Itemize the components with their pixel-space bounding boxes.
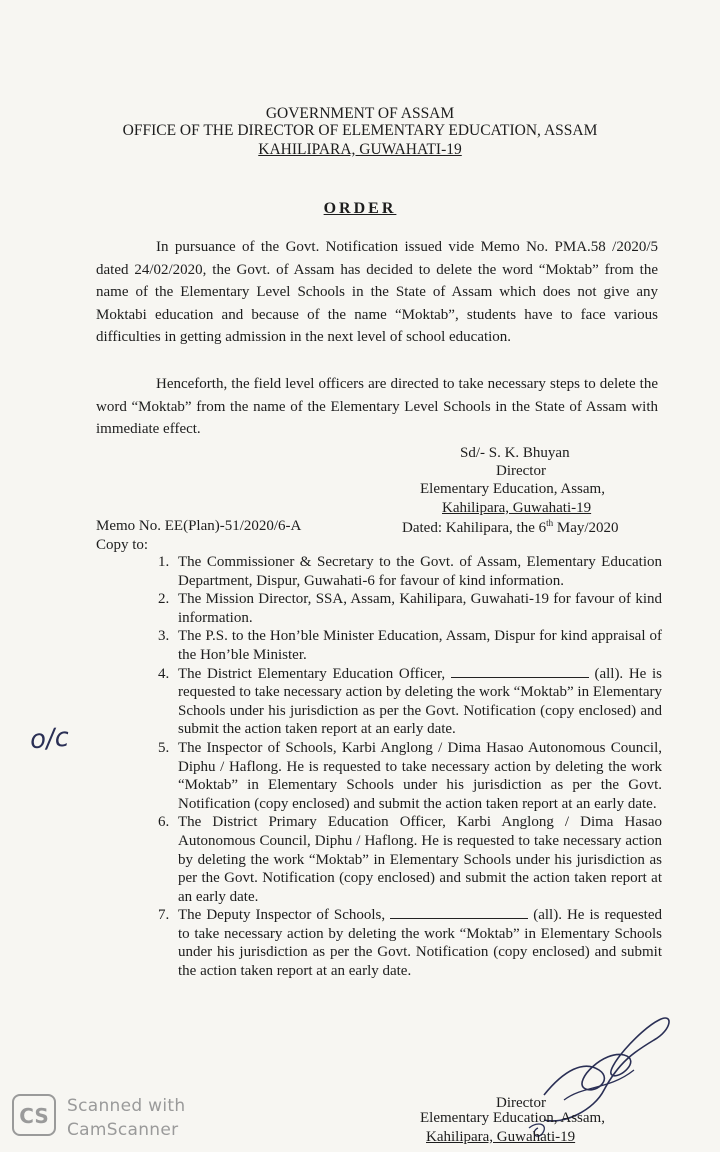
fill-blank bbox=[390, 906, 528, 919]
list-item bbox=[158, 553, 662, 590]
memo-date bbox=[402, 518, 619, 537]
bottom-place: Kahilipara, Guwahati-19 bbox=[426, 1129, 576, 1145]
list-number: 2. bbox=[158, 591, 170, 608]
handwritten-annotation: o/c bbox=[29, 722, 70, 756]
order-title: ORDER bbox=[323, 200, 397, 217]
list-item bbox=[158, 813, 662, 906]
list-text: The District Primary Education Officer, Karbi Anglong / Dima Hasao Autonomous Council, Diphu / Haflong. He is requested to take necessary action by deleting the work “Moktab” in Elementary Schools under his jurisdiction as per the Govt. Notification (copy enclosed) and submit the action taken report at an early date. bbox=[178, 814, 662, 905]
list-item bbox=[158, 627, 662, 664]
list-item bbox=[158, 590, 662, 627]
list-text: The District Elementary Education Officer, bbox=[178, 665, 446, 682]
copy-list bbox=[158, 553, 663, 981]
list-text: The Deputy Inspector of Schools, bbox=[178, 907, 386, 924]
signatory-designation: Director bbox=[496, 463, 546, 479]
list-number: 1. bbox=[158, 554, 170, 570]
header-government: GOVERNMENT OF ASSAM bbox=[265, 105, 455, 122]
date-prefix: Dated: Kahilipara, the 6 bbox=[402, 520, 547, 536]
date-ordinal: th bbox=[546, 518, 554, 528]
list-text: The Commissioner & Secretary to the Govt. of Assam, Elementary Education Department, Dispur, Guwahati-6 for favour of kind information. bbox=[178, 554, 662, 589]
list-number: 5. bbox=[158, 739, 170, 756]
signatory-office: Elementary Education, Assam, bbox=[420, 481, 605, 497]
list-item bbox=[158, 906, 663, 980]
list-text: (all). He is requested to take necessary action by deleting the work “Moktab” in Elementary Schools under his jurisdiction as per the Govt. Notification (copy enclosed) and submit the action taken report at an early date. bbox=[178, 665, 663, 738]
list-text: The Inspector of Schools, Karbi Anglong / Dima Hasao Autonomous Council, Diphu / Haflong. He is requested to take necessary action by deleting the work “Moktab” in Elementary Schools under his jurisdiction as per the Govt. Notification (copy enclosed) and submit the action taken report at an early date. bbox=[178, 739, 662, 812]
header-address: KAHILIPARA, GUWAHATI-19 bbox=[258, 141, 462, 158]
copy-to-label: Copy to: bbox=[96, 537, 149, 553]
signatory-place: Kahilipara, Guwahati-19 bbox=[442, 500, 592, 516]
header-office: OFFICE OF THE DIRECTOR OF ELEMENTARY EDUCATION, ASSAM bbox=[122, 122, 598, 139]
logo-text: CS bbox=[19, 1104, 49, 1128]
bottom-designation: Director bbox=[496, 1095, 546, 1111]
list-text: (all). He is requested to take necessary action by deleting the work “Moktab” in Elementary Schools under his jurisdiction as per the Govt. Notification (copy enclosed) and submit the action taken report at an early date. bbox=[178, 907, 663, 980]
fill-blank bbox=[451, 665, 589, 678]
watermark-line2: CamScanner bbox=[67, 1120, 179, 1140]
paragraph-notification: In pursuance of the Govt. Notification issued vide Memo No. PMA.58 /2020/5 dated 24/02/2020, the Govt. of Assam has decided to delete the word “Moktab” from the name of the Elementary Level Schools in the State of Assam which does not give any Moktabi education and because of the name “Moktab”, students have to face various difficulties in getting admission in the next level of school education. bbox=[96, 239, 658, 346]
list-number: 7. bbox=[158, 907, 170, 924]
signatory-name: Sd/- S. K. Bhuyan bbox=[460, 445, 570, 461]
camscanner-logo-icon bbox=[12, 1094, 56, 1136]
list-text: The P.S. to the Hon’ble Minister Education, Assam, Dispur for kind appraisal of the Hon’ble Minister. bbox=[178, 628, 662, 663]
paragraph-directive: Henceforth, the field level officers are directed to take necessary steps to delete the word “Moktab” from the name of the Elementary Level Schools in the State of Assam with immediate effect. bbox=[96, 376, 658, 438]
list-item bbox=[158, 739, 662, 813]
watermark-line1: Scanned with bbox=[67, 1096, 186, 1116]
date-suffix: May/2020 bbox=[553, 520, 619, 536]
list-number: 4. bbox=[158, 665, 170, 682]
bottom-office: Elementary Education, Assam, bbox=[420, 1110, 605, 1126]
list-number: 3. bbox=[158, 628, 170, 645]
list-item bbox=[158, 665, 663, 739]
list-number: 6. bbox=[158, 814, 170, 831]
list-text: The Mission Director, SSA, Assam, Kahilipara, Guwahati-19 for favour of kind information. bbox=[178, 591, 662, 626]
memo-number: Memo No. EE(Plan)-51/2020/6-A bbox=[96, 518, 302, 534]
